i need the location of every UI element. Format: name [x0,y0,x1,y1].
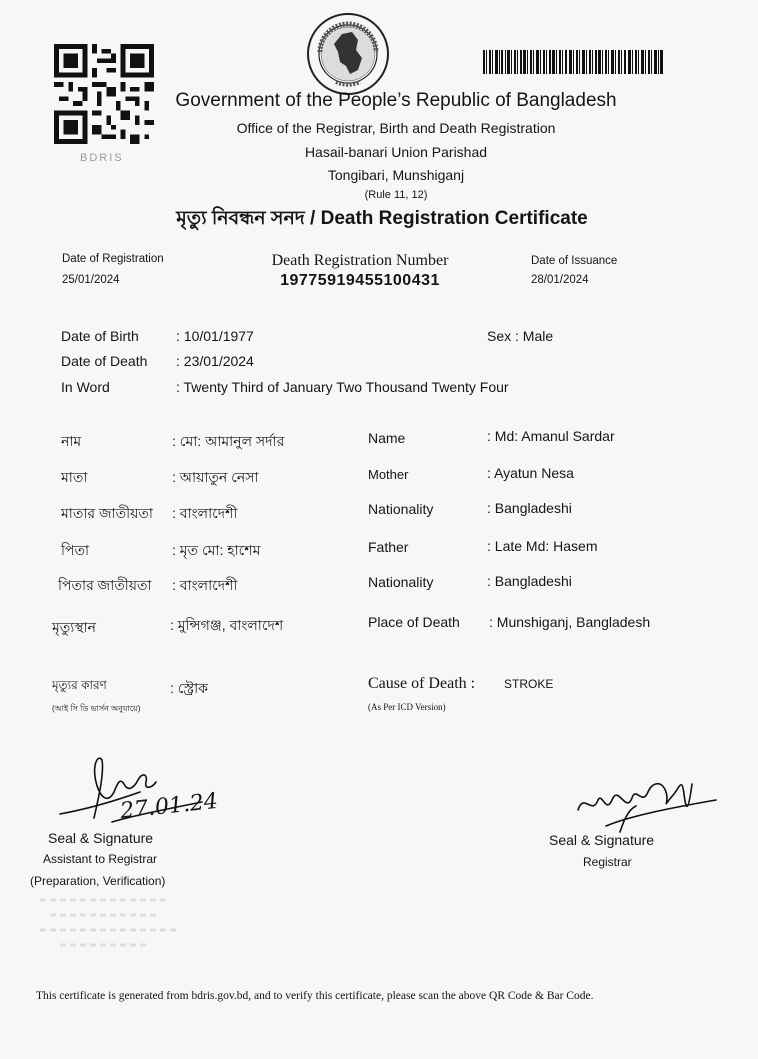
birth-date-label: Date of Birth [61,328,139,344]
issuance-date-value: 28/01/2024 [531,274,589,286]
certificate-title: মৃত্যু নিবন্ধন সনদ / Death Registration Certificate [176,208,588,229]
registrar-role: Registrar [583,855,632,869]
assistant-signature-date: 27.01.24 [118,788,220,825]
assistant-role: Assistant to Registrar [43,852,158,866]
cause-en-note: (As Per ICD Version) [368,702,446,712]
name-en-label: Name [368,430,406,446]
rule-line: (Rule 11, 12) [364,189,428,201]
mother-bn-value: : আয়াতুন নেসা [172,469,259,485]
mother-bn-label: মাতা [61,469,88,485]
birth-date-value: : 10/01/1977 [176,328,254,344]
place-of-death-en-value: : Munshiganj, Bangladesh [489,614,651,630]
place-of-death-bn-label: মৃত্যুস্থান [52,619,97,635]
union-line: Hasail-banari Union Parishad [304,144,488,160]
cause-en-label: Cause of Death : [368,675,476,692]
name-bn-value: : মো: আমানুল সর্দার [172,433,285,449]
father-nationality-en-label: Nationality [368,574,434,590]
father-en-label: Father [368,539,409,555]
cause-bn-note: (আই সি ডি ভার্সন অনুযায়ে) [52,704,141,713]
faded-stamp-left [30,890,190,960]
office-line: Office of the Registrar, Birth and Death Registration [236,120,556,136]
father-nationality-bn-value: : বাংলাদেশী [172,577,238,593]
in-word-value: : Twenty Third of January Two Thousand Twenty Four [176,379,509,395]
father-nationality-en-value: : Bangladeshi [487,573,572,589]
mother-en-label: Mother [368,467,409,482]
mother-en-value: : Ayatun Nesa [487,465,574,481]
cause-bn-value: : স্ট্রোক [170,680,208,696]
registrar-signature [570,770,720,840]
government-heading: Government of the People’s Republic of Bangladesh [175,90,617,111]
name-bn-label: নাম [61,433,82,449]
sex-value: Sex : Male [487,328,554,344]
registration-date-value: 25/01/2024 [62,274,120,286]
father-bn-label: পিতা [61,542,90,558]
in-word-label: In Word [61,379,110,395]
name-en-value: : Md: Amanul Sardar [487,428,615,444]
registration-number: 19775919455100431 [280,272,440,289]
registration-date-label: Date of Registration [62,253,164,265]
mother-nationality-bn-label: মাতার জাতীয়তা [61,505,153,521]
place-of-death-bn-value: : মুন্সিগঞ্জ, বাংলাদেশ [170,617,284,633]
assistant-seal-label: Seal & Signature [48,830,154,846]
death-date-label: Date of Death [61,353,148,369]
father-bn-value: : মৃত মো: হাশেম [172,542,261,558]
cause-bn-label: মৃত্যুর কারণ [52,678,107,692]
death-date-value: : 23/01/2024 [176,353,254,369]
qr-caption: BDRIS [80,152,124,164]
assistant-role-detail: (Preparation, Verification) [30,874,166,888]
registration-number-label: Death Registration Number [271,252,449,269]
mother-nationality-bn-value: : বাংলাদেশী [172,505,238,521]
father-nationality-bn-label: পিতার জাতীয়তা [58,577,152,593]
father-en-value: : Late Md: Hasem [487,538,598,554]
place-of-death-en-label: Place of Death [368,614,460,630]
registrar-seal-label: Seal & Signature [549,832,655,848]
cause-en-value: STROKE [504,677,554,691]
footer-note: This certificate is generated from bdris.gov.bd, and to verify this certificate, please scan the above QR Code & Bar Code. [36,990,594,1002]
government-seal [306,12,390,96]
mother-nationality-en-value: : Bangladeshi [487,500,572,516]
place-line: Tongibari, Munshiganj [327,167,465,183]
mother-nationality-en-label: Nationality [368,501,434,517]
issuance-date-label: Date of Issuance [531,255,618,267]
barcode [483,50,663,74]
